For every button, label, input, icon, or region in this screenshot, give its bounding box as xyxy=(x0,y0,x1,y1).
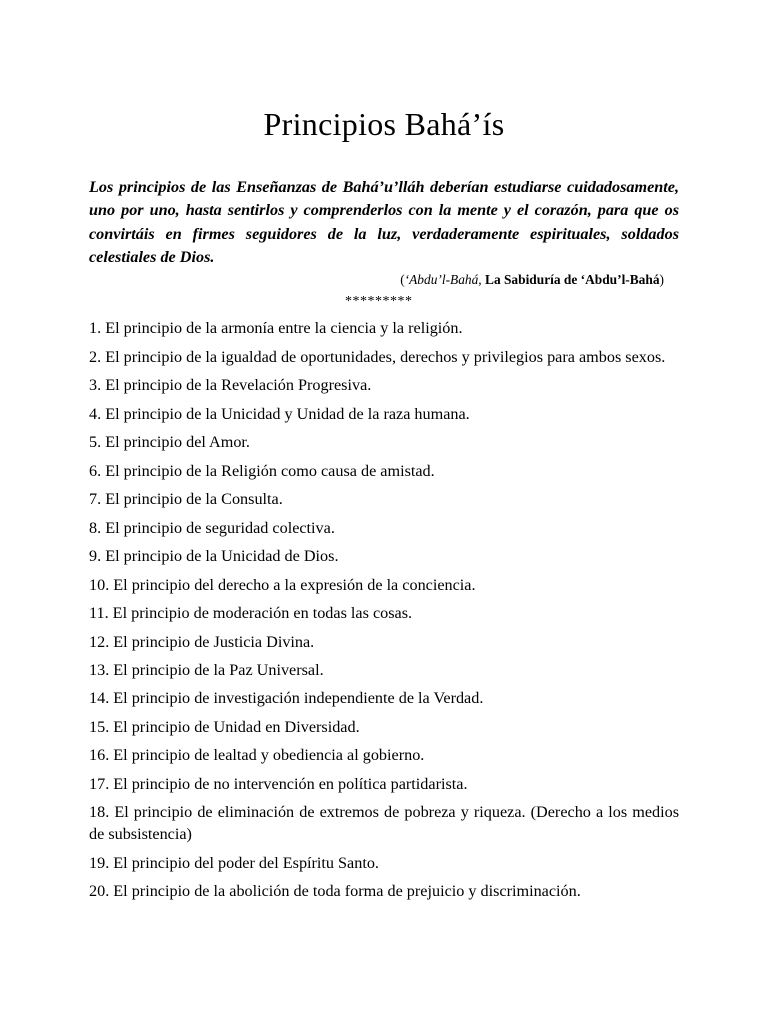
list-item: 2. El principio de la igualdad de oportunidades, derechos y privilegios para ambos sexos. xyxy=(89,347,666,366)
list-item: 19. El principio del poder del Espíritu Santo. xyxy=(89,853,379,872)
list-item: 18. El principio de eliminación de extremos de pobreza y riqueza. (Derecho a los medios de subsistencia) xyxy=(89,803,679,844)
citation-author: ‘Abdu’l-Bahá, xyxy=(404,272,482,288)
list-item: 13. El principio de la Paz Universal. xyxy=(89,661,324,679)
epigraph-citation xyxy=(89,270,679,290)
list-item: 5. El principio del Amor. xyxy=(89,433,250,452)
citation-book-title: La Sabiduría de ‘Abdu’l-Bahá xyxy=(485,272,660,288)
list-item: 1. El principio de la armonía entre la ciencia y la religión. xyxy=(89,319,463,338)
list-item: 20. El principio de la abolición de toda forma de prejuicio y discriminación. xyxy=(89,882,581,901)
list-item: 7. El principio de la Consulta. xyxy=(89,490,283,509)
page-title: Principios Bahá’ís xyxy=(263,106,505,142)
list-item: 3. El principio de la Revelación Progresiva. xyxy=(89,376,372,395)
list-item: 12. El principio de Justicia Divina. xyxy=(89,632,315,651)
list-item: 15. El principio de Unidad en Diversidad. xyxy=(89,717,360,736)
principles-list xyxy=(89,318,679,903)
list-item: 9. El principio de la Unicidad de Dios. xyxy=(89,547,339,566)
citation-close-paren: ) xyxy=(659,272,664,288)
list-item: 6. El principio de la Religión como causa de amistad. xyxy=(89,461,435,480)
list-item: 4. El principio de la Unicidad y Unidad de la raza humana. xyxy=(89,404,470,423)
list-item: 14. El principio de investigación independiente de la Verdad. xyxy=(89,689,484,708)
list-item: 11. El principio de moderación en todas las cosas. xyxy=(89,604,413,623)
list-item: 16. El principio de lealtad y obediencia al gobierno. xyxy=(89,746,425,765)
section-separator: ********* xyxy=(345,294,413,310)
list-item: 17. El principio de no intervención en política partidarista. xyxy=(89,774,468,793)
epigraph-quote: Los principios de las Enseñanzas de Bahá’u’lláh deberían estudiarse cuidadosamente, uno por uno, hasta sentirlos y comprenderlos con la mente y el corazón, para que os convirtáis en firmes seguidores de la luz, verdaderamente espirituales, soldados celestiales de Dios. xyxy=(89,178,679,266)
list-item: 10. El principio del derecho a la expresión de la conciencia. xyxy=(89,575,476,594)
citation-open-paren: ( xyxy=(400,272,405,288)
list-item: 8. El principio de seguridad colectiva. xyxy=(89,518,335,537)
